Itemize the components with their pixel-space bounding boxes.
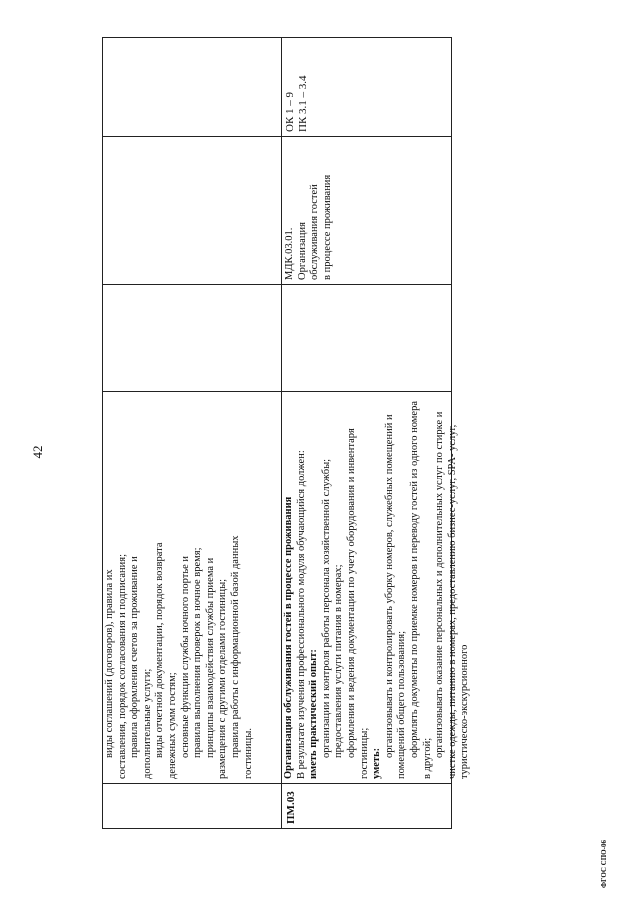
practice-item: предоставления услуги питания в номерах; xyxy=(333,564,345,758)
knowledge-line: размещения с другими отделами гостиницы; xyxy=(217,578,229,779)
prev-module-knowledge-cell xyxy=(104,392,280,783)
competence-line: ПК 3.1 – 3.4 xyxy=(296,75,309,132)
knowledge-line: дополнительные услуги; xyxy=(141,668,153,779)
practice-item: организации и контроля работы персонала хозяйственной службы; xyxy=(320,458,332,758)
course-cell xyxy=(283,137,451,284)
row-separator xyxy=(281,37,282,829)
page-number: 42 xyxy=(30,445,45,459)
knowledge-line: виды отчетной документации, порядок возврата xyxy=(154,542,166,758)
knowledge-line: принципы взаимодействия службы приема и xyxy=(204,557,216,758)
knowledge-line: правила оформления счетов за проживание и xyxy=(129,556,141,758)
prev-knowledge-list xyxy=(104,396,255,779)
knowledge-line: основные функции службы ночного портье и xyxy=(179,555,191,758)
course-line: МДК.03.01. xyxy=(284,227,295,280)
skills-heading: уметь: xyxy=(371,747,383,779)
knowledge-line: правила работы с информационной базой данных xyxy=(229,535,241,758)
knowledge-line: правила выполнения проверок в ночное время; xyxy=(192,547,204,758)
knowledge-line: виды соглашений (договоров), правила их xyxy=(104,569,115,758)
table-border-top xyxy=(102,37,103,829)
knowledge-line: денежных сумм гостям; xyxy=(166,672,178,779)
module-title: Организация обслуживания гостей в процессе проживания xyxy=(283,496,294,779)
module-content-cell xyxy=(283,392,471,783)
footer-code: ФГОС СПО-06 xyxy=(600,840,608,888)
skills-item: организовывать оказание персональных и дополнительных услуг по стирке и чистке одежды, питанию в номерах, предоставлению бизнес-услуг, SPA- услуг, туристическо-экскурсионного xyxy=(434,411,471,779)
competence-line: ОК 1 – 9 xyxy=(284,91,296,132)
table-border-left xyxy=(102,828,452,829)
curriculum-table xyxy=(102,37,471,829)
practice-item: оформления и ведения документации по учету оборудования и инвентаря гостиницы; xyxy=(345,428,370,779)
col-separator-hours xyxy=(102,284,452,285)
module-code-cell: ПМ.03 xyxy=(285,791,297,824)
skills-item: организовывать и контролировать уборку номеров, служебных помещений и помещений общего пользования; xyxy=(383,414,408,779)
skills-item: оформлять документы по приемке номеров и переводу гостей из одного номера в другой; xyxy=(408,401,433,779)
course-line: обслуживания гостей xyxy=(309,184,321,280)
course-line: Организация xyxy=(296,222,308,280)
knowledge-line: гостиницы. xyxy=(242,728,254,779)
course-line: в процессе проживания xyxy=(321,174,333,280)
competence-cell xyxy=(283,38,451,136)
knowledge-line: составления, порядок согласования и подписания; xyxy=(116,553,128,779)
rotated-table-frame xyxy=(102,37,471,829)
practice-heading: иметь практический опыт: xyxy=(308,649,320,779)
module-intro: В результате изучения профессионального модуля обучающийся должен: xyxy=(295,450,307,779)
